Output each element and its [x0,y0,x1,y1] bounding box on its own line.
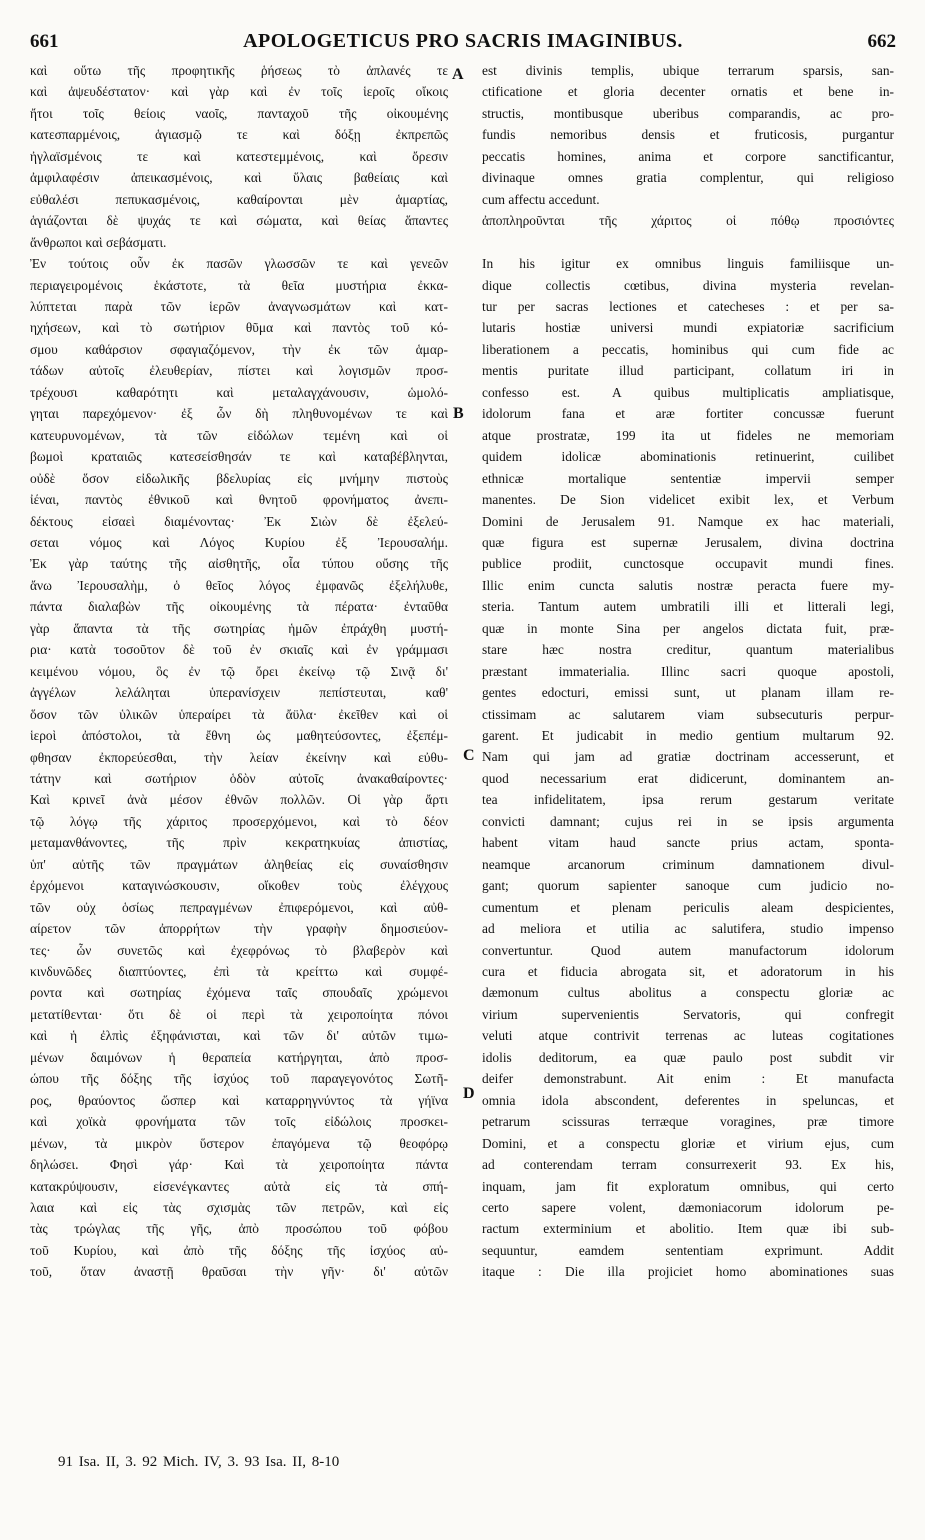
text-line: γὰρ ἅπαντα τὰ τῆς σωτηρίας ἡμῶν ἐπράχθη μυστή- [30,620,448,636]
text-line: mentis puritate illud participant, collatum iri in [482,363,894,379]
text-line: ἤτοι τοῖς θείοις ναοῖς, πανταχοῦ τῆς οἰκουμένης [30,105,448,121]
text-line: σεται νόμος καὶ Λόγος Κυρίου ἐξ Ἰερουσαλήμ. [30,534,448,550]
text-line: ἄνθρωποι καὶ σεβάσματι. [30,234,167,250]
text-line: ηχήσεων, καὶ τὸ σωτήριον θῦμα καὶ παντὸς τοῦ κό- [30,320,448,336]
text-line: idolorum fana et aræ fortiter concussæ fuerunt [482,406,894,422]
text-line: κινδυνῶδες διαπτύοντες, ἐπὶ τὰ κρείττω καὶ συμφέ- [30,964,448,980]
text-line: Ἐκ γὰρ ταύτης τῆς αἰσθητῆς, οἷα τύπου οὔσης τῆς [30,556,448,572]
text-line: ἀγγέλων λελάληται ὑπερανίσχειν πεπίστευται, καθ' [30,685,448,701]
text-line: ροντα καὶ σωτηρίας ἐχόμενα ταῖς σπουδαῖς χρώμενοι [30,985,448,1001]
text-line: tea infidelitatem, ipsa rerum gestarum veritate [482,792,894,808]
text-line: quod necessarium erat didicerunt, dominantem an- [482,770,894,786]
text-line: Nam qui jam ad gratiæ doctrinam accesserunt, et [482,749,894,765]
text-line: fundis nemoribus densis et fruticosis, purgantur [482,127,894,143]
text-line: liberationem a peccatis, hominibus qui cum fide ac [482,341,894,357]
text-line: ractum exterminium et abolitio. Item quæ ibi sub- [482,1221,894,1237]
text-line: Ἐν τούτοις οὖν ἐκ πασῶν γλωσσῶν τε καὶ γενεῶν [30,256,448,272]
text-line: κατευρυνομένων, τὰ τῶν εἰδώλων τεμένη καὶ οἱ [30,427,448,443]
running-header [30,30,896,56]
text-line: ἀποπληροῦνται τῆς χάριτος οἱ πόθῳ προσιόντες [482,213,894,229]
text-line: quæ figura est supernæ Jerusalem, divina doctrina [482,534,894,550]
text-line: κατεσπαρμένοις, ἁγιασμῷ τε καὶ δόξῃ ἐκπρεπῶς [30,127,448,143]
footnotes: 91 Isa. II, 3. 92 Mich. IV, 3. 93 Isa. II, 8-10 [58,1454,340,1470]
text-line: γηται παρεχόμενον· ἐξ ὧν δὴ πληθυνομένων τε καὶ [30,406,448,422]
text-line: convicti damnant; cujus rei in se ipsis argumenta [482,813,894,829]
greek-column [30,60,448,1283]
text-line: ὑπ' αὐτῆς τῶν πραγμάτων ἀληθείας εἰς συναίσθησιν [30,856,448,872]
text-line: ctificatione et gloria decenter ornatis et bene in- [482,84,894,100]
text-line: τάδων αὐτοῖς ἐλευθερίαν, πίστει καὶ λογισμῶν προσ- [30,363,448,379]
text-line: ἁγιάζονται δὲ ψυχάς τε καὶ σώματα, καὶ θείας ἅπαντες [30,213,448,229]
latin-column [482,60,894,1283]
text-line: τῶν οὐχ ὁσίως πεπραγμένων ἐπιφερόμενοι, καὶ αὐθ- [30,899,448,915]
text-line: μεταμανθάνοντες, τῆς πρὶν κεκρατηκυίας ἀπιστίας, [30,835,448,851]
margin-letter-a: A [452,66,464,83]
text-line: inquam, jam fit exploratum omnibus, qui certo [482,1178,894,1194]
text-line: publice prodiit, cunctosque occupavit mundi fines. [482,556,894,572]
text-line: certo sapere volent, dæmoniacorum idolorum pe- [482,1200,894,1215]
text-line: τοῦ, ὅταν ἀναστῇ θραῦσαι τὴν γῆν· δι' αὐτῶν [30,1264,448,1280]
text-line: Domini de Jerusalem 91. Namque ex hac materiali, [482,513,894,529]
text-line: quidem idolicæ abominationis retinuerint, cuilibet [482,449,894,465]
text-line: neamque arcanorum criminum damnationem divul- [482,856,894,872]
text-line: cura et fiducia abrogata sit, et adoratorum in his [482,964,894,980]
text-line: quæ in monte Sina per angelos dictata fuit, præ- [482,620,894,636]
text-line: peccatis homines, anima et corpore sanctificantur, [482,148,894,164]
text-line: lutaris hostiæ universi mundi expiatoriæ sacrificium [482,320,894,336]
text-line: habent vitam haud sancte prius actam, sponta- [482,835,894,851]
text-line: λαια καὶ εἰς τὰς σχισμὰς τῶν πετρῶν, καὶ εἰς [30,1200,448,1216]
text-line: καὶ οὕτω τῆς προφητικῆς ῥήσεως τὸ ἀπλανές τε [30,63,448,78]
text-line: σμου καθάρσιον σφαγιαζόμενον, τὴν ἐκ τῶν ἁμαρ- [30,341,448,357]
left-page-number: 661 [30,31,59,52]
margin-letter-b: B [453,405,464,422]
text-line: gentes edocturi, emissi sunt, ut planam illam re- [482,685,894,701]
text-line: confesso est. A quibus multiplicatis ampliatisque, [482,384,894,400]
text-line: κειμένου νόμου, ὃς ἐν τῷ ὄρει ἐκείνῳ τῷ Σινᾷ δι' [30,663,448,679]
text-line: εὐθαλέσι πεπυκασμένοις, καθαίρονται μὲν ἁμαρτίας, [30,191,448,207]
text-line: steria. Tantum autem umbratili illi et litterali legi, [482,599,894,615]
text-line: ἀμφιλαφέσιν ἀπεικασμένοις, καὶ ὕλαις βαθείαις καὶ [30,170,448,186]
text-line: μένων δαιμόνων ἡ θεραπεία κατήργηται, ἀπὸ προσ- [30,1049,448,1065]
text-line: τῷ λόγῳ τῆς χάριτος προσερχόμενοι, καὶ τὸ δέον [30,813,448,829]
text-line: cumentum et plenam periculis aleam despicientes, [482,899,894,915]
text-line: dæmonum cultus abolitus a conspectu gloriæ ac [482,985,894,1001]
right-page-number: 662 [867,31,896,52]
text-line: Domini, et a conspectu gloriæ et virium ejus, cum [482,1135,894,1151]
text-line: est divinis templis, ubique terrarum sparsis, san- [482,63,894,78]
text-line: ἠγλαϊσμένοις τε καὶ κατεστεμμένοις, καὶ ὄρεσιν [30,148,448,164]
text-line: φθησαν ἐκπορεύεσθαι, τὴν λείαν ἐκείνην καὶ εὐθυ- [30,749,448,765]
text-line: ad meliora et utilia ac salutifera, studio impenso [482,921,894,937]
text-line: ώπου τῆς δόξης τῆς ἰσχύος τοῦ παραγεγονότος Σωτῆ- [30,1071,448,1087]
text-line: ἐρχόμενοι καταγινώσκουσιν, οἴκοθεν τοὺς ἐλέγχους [30,878,448,894]
text-line: λύπτεται παρὰ τῶν ἱερῶν ἀναγνωσμάτων καὶ κατ- [30,298,448,314]
text-line: omnia idola abscondent, deferentes in speluncas, et [482,1092,894,1108]
running-title: APOLOGETICUS PRO SACRIS IMAGINIBUS. [243,30,683,52]
text-line [482,232,894,253]
text-line: βωμοὶ κραταιῶς κατεσείσθησάν τε καὶ καταβέβληνται, [30,449,448,465]
text-line: sequuntur, eamdem sententiam exprimunt. Addit [482,1242,894,1258]
text-line: καὶ ἀψευδέστατον· καὶ γὰρ καὶ ἐν τοῖς ἱεροῖς οἴκοις [30,84,448,100]
text-line: οὐδὲ ὅσον εἰδωλικῆς βδελυρίας εἰς μνήμην πιστοὺς [30,470,448,486]
text-line: τὰς τρώγλας τῆς γῆς, ἀπὸ προσώπου τοῦ φόβου [30,1221,448,1237]
text-line: stare hæc nostra creditur, quantum materialibus [482,642,894,658]
text-line: περιαγειρομένοις ἑκάστοτε, τὰ θεῖα μυστήρια ἐκκα- [30,277,448,293]
text-line: idolis deditorum, ea quæ paulo post subdit vir [482,1049,894,1065]
text-line: veluti atque contrivit terrenas ac luteas cogitationes [482,1028,894,1044]
text-line: τες· ὧν συνετῶς καὶ ἐχεφρόνως τὸ βλαβερὸν καὶ [30,942,448,958]
text-line: τοῦ Κυρίου, καὶ ἀπὸ τῆς δόξης τῆς ἰσχύος αὐ- [30,1242,448,1258]
text-line: ρος, θραύοντος ὥσπερ καὶ καταρρηγνύντος τὰ γήϊνα [30,1092,448,1108]
text-line: κατακρύψουσιν, εἰσενέγκαντες αὐτὰ εἰς τὰ σπή- [30,1178,448,1194]
text-line: itaque : Die illa projiciet homo abominationes suas [482,1264,894,1280]
text-line: structis, montibusque uberibus comparandis, ac pro- [482,105,894,121]
text-line: gant; quorum sapienter sanoque cum judicio no- [482,878,894,894]
text-line: τάτην καὶ σωτήριον ὁδὸν αὐτοῖς ἀνακαθαίροντες· [30,770,448,786]
text-line: ctissimam ac salutarem viam subsecuturis perpur- [482,706,894,722]
text-line: ἱεροὶ ἀπόστολοι, τὰ ἔθνη ὡς μαθητεύσοντες, ἐξεπέμ- [30,728,448,744]
text-line: dique collectis cœtibus, divina mysteria revelan- [482,277,894,293]
margin-letter-d: D [463,1085,475,1102]
text-line: αίρετον τῶν ἀπορρήτων τὴν γραφὴν δημοσιεύον- [30,921,448,937]
text-line: petrarum scissuras terræque voragines, præ timore [482,1114,894,1130]
text-line: atque prostratæ, 199 ita ut fideles ne memoriam [482,427,894,443]
text-line: ρια· κατὰ τοσοῦτον δὲ τοῦ ἐν σκιαῖς καὶ ἐν γράμμασι [30,642,448,658]
text-line: In his igitur ex omnibus linguis familiisque un- [482,256,894,272]
text-line: δηλώσει. Φησὶ γάρ· Καὶ τὰ χειροποίητα πάντα [30,1157,448,1173]
text-line: ad conterendam terram consurrexerit 93. Ex his, [482,1157,894,1173]
text-line: πάντα διαλαβὼν τῆς οἰκουμένης τὰ πέρατα· ἐνταῦθα [30,599,448,615]
text-line: μετατίθενται· ὅτι δὲ οἱ περὶ τὰ χειροποίητα πόνοι [30,1006,448,1022]
text-line: præstant immaterialia. Illinc sacri quoque apostoli, [482,663,894,679]
text-line: convertuntur. Quod autem manufactorum idolorum [482,942,894,958]
text-line: cum affectu accedunt. [482,191,600,207]
text-line: καὶ ἡ ἐλπὶς ἐξηφάνισται, καὶ τῶν δι' αὐτῶν τιμω- [30,1028,448,1044]
text-line: tur per sacras lectiones et catecheses : et per sa- [482,298,894,314]
text-line: τρέχουσι καθαρότητι καὶ μεταλαγχάνουσιν, ὡμολό- [30,384,448,400]
text-line: δέκτους εἰσαεὶ διαμένοντας· Ἐκ Σιὼν δὲ ἐξελεύ- [30,513,448,529]
text-line: ἄνω Ἰερουσαλὴμ, ὁ θεῖος λόγος ἐμφανῶς ἐξελήλυθε, [30,577,448,593]
text-line: Καὶ κρινεῖ ἀνὰ μέσον ἐθνῶν πολλῶν. Οἱ γὰρ ἄρτι [30,792,448,808]
text-line: ὅσον τῶν ὑλικῶν ὑπεραίρει τὰ ἄϋλα· ἐκεῖθεν καὶ οἱ [30,706,448,722]
text-line: μένων, τὰ μικρὸν ὕστερον ἐπαγόμενα τῷ θεοφόρῳ [30,1135,448,1151]
text-line: divinaque omnes gratia complentur, qui religioso [482,170,894,186]
margin-letter-c: C [463,747,475,764]
text-line: manentes. De Sion videlicet exibit lex, et Verbum [482,492,894,508]
text-line: virium supervenientis Servatoris, qui confregit [482,1006,894,1022]
text-line: ethnicæ mortalique sententiæ impervii semper [482,470,894,486]
text-line: Illic enim cuncta salutis nostræ peracta fuere my- [482,577,894,593]
text-line: ἰέναι, παντὸς ἐθνικοῦ καὶ θνητοῦ φρονήματος ἀνεπι- [30,492,448,508]
text-line: deifer demonstrabunt. Ait enim : Et manufacta [482,1071,894,1087]
text-line: garent. Et judicabit in medio gentium multarum 92. [482,728,894,744]
text-line: καὶ χοϊκὰ φρονήματα τῶν τοῖς εἰδώλοις προσκει- [30,1114,448,1130]
